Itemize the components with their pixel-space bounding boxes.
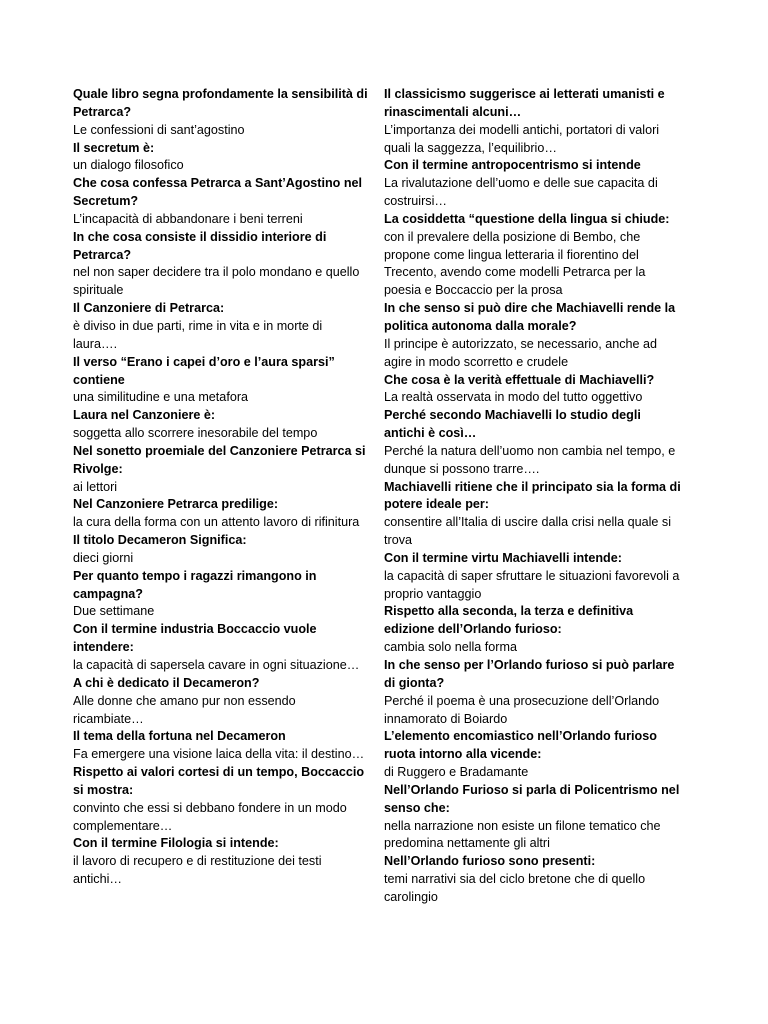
answer: nella narrazione non esiste un filone tematico che predomina nettamente gli altri (384, 818, 661, 851)
question: Perché secondo Machiavelli lo studio degli antichi è così… (384, 408, 641, 441)
question: In che senso per l’Orlando furioso si può parlare di gionta? (384, 658, 675, 690)
answer: consentire all’Italia di uscire dalla crisi nella quale si trova (384, 515, 671, 548)
question: In che senso si può dire che Machiavelli rende la politica autonoma dalla morale? (384, 301, 676, 333)
answer: Due settimane (73, 604, 155, 619)
question: Laura nel Canzoniere è: (73, 408, 216, 423)
answer: La rivalutazione dell’uomo e delle sue capacita di costruirsi… (384, 176, 658, 209)
answer: L’importanza dei modelli antichi, portatori di valori quali la saggezza, l’equilibrio… (384, 122, 660, 155)
qa-item (73, 443, 369, 497)
qa-item (73, 229, 369, 300)
qa-item (384, 479, 684, 550)
qa-item (384, 550, 684, 604)
qa-item (384, 211, 684, 300)
answer: un dialogo filosofico (73, 158, 184, 173)
answer: con il prevalere della posizione di Bembo, che propone come lingua letteraria il fiorentino del Trecento, avendo come modelli Petrarca per la poesia e Boccaccio per la prosa (384, 229, 646, 298)
question: Che cosa è la verità effettuale di Machiavelli? (384, 372, 655, 387)
qa-item (73, 354, 369, 408)
question: L’elemento encomiastico nell’Orlando furioso ruota intorno alla vicende: (384, 729, 657, 762)
left-column (73, 86, 369, 889)
qa-item (384, 853, 684, 907)
qa-item (73, 835, 369, 889)
question: Nell’Orlando Furioso si parla di Policentrismo nel senso che: (384, 782, 680, 815)
question: Il classicismo suggerisce ai letterati umanisti e rinascimentali alcuni… (384, 87, 665, 119)
answer: Perché la natura dell’uomo non cambia nel tempo, e dunque si possono trarre…. (384, 443, 676, 476)
question: Per quanto tempo i ragazzi rimangono in campagna? (73, 568, 317, 601)
question: Il verso “Erano i capei d’oro e l’aura sparsi” contiene (73, 354, 335, 387)
right-column (384, 86, 684, 907)
qa-item (384, 782, 684, 853)
answer: Perché il poema è una prosecuzione dell’Orlando innamorato di Boiardo (384, 693, 660, 726)
qa-item (73, 568, 369, 622)
answer: il lavoro di recupero e di restituzione dei testi antichi… (73, 854, 322, 887)
question: Machiavelli ritiene che il principato sia la forma di potere ideale per: (384, 479, 681, 512)
answer: nel non saper decidere tra il polo mondano e quello spirituale (73, 265, 360, 298)
answer: Il principe è autorizzato, se necessario, anche ad agire in modo scorretto e crudele (384, 336, 658, 369)
answer: convinto che essi si debbano fondere in un modo complementare… (73, 800, 347, 833)
answer: cambia solo nella forma (384, 640, 517, 655)
question: Nell’Orlando furioso sono presenti: (384, 854, 596, 869)
qa-item (73, 728, 369, 764)
answer: Fa emergere una visione laica della vita: il destino… (73, 747, 365, 762)
qa-item (384, 300, 684, 371)
answer: Le confessioni di sant’agostino (73, 122, 245, 137)
question: Nel Canzoniere Petrarca predilige: (73, 497, 279, 512)
answer: di Ruggero e Bradamante (384, 765, 529, 780)
question: Quale libro segna profondamente la sensibilità di Petrarca? (73, 87, 368, 119)
question: Il titolo Decameron Significa: (73, 533, 247, 548)
answer: La realtà osservata in modo del tutto oggettivo (384, 390, 643, 405)
question: Con il termine Filologia si intende: (73, 836, 279, 851)
qa-item (384, 407, 684, 478)
qa-item (73, 175, 369, 229)
question: Con il termine industria Boccaccio vuole intendere: (73, 622, 317, 655)
qa-item (73, 532, 369, 568)
question: A chi è dedicato il Decameron? (73, 675, 260, 690)
question: Che cosa confessa Petrarca a Sant’Agostino nel Secretum? (73, 176, 363, 209)
answer: la capacità di sapersela cavare in ogni situazione… (73, 658, 360, 672)
question: Il secretum è: (73, 140, 155, 155)
qa-item (73, 86, 369, 140)
answer: ai lettori (73, 479, 118, 494)
question: In che cosa consiste il dissidio interiore di Petrarca? (73, 229, 327, 262)
qa-item (73, 407, 369, 443)
answer: temi narrativi sia del ciclo bretone che di quello carolingio (384, 872, 646, 904)
answer: soggetta allo scorrere inesorabile del tempo (73, 426, 318, 441)
answer: Alle donne che amano pur non essendo ricambiate… (73, 693, 296, 726)
question: Con il termine virtu Machiavelli intende: (384, 550, 622, 565)
question: Con il termine antropocentrismo si intende (384, 158, 641, 173)
question: Il tema della fortuna nel Decameron (73, 729, 286, 744)
question: La cosiddetta “questione della lingua si chiude: (384, 211, 670, 226)
qa-item (73, 300, 369, 354)
answer: L’incapacità di abbandonare i beni terreni (73, 211, 303, 226)
question: Rispetto alla seconda, la terza e definitiva edizione dell’Orlando furioso: (384, 604, 634, 637)
answer: la cura della forma con un attento lavoro di rifinitura (73, 515, 360, 530)
answer: una similitudine e una metafora (73, 390, 249, 405)
qa-item (384, 603, 684, 657)
qa-item (73, 140, 369, 176)
answer: è diviso in due parti, rime in vita e in morte di laura…. (73, 318, 323, 351)
qa-item (73, 675, 369, 729)
qa-item (73, 621, 369, 675)
question: Rispetto ai valori cortesi di un tempo, Boccaccio si mostra: (73, 765, 365, 797)
qa-item (384, 86, 684, 157)
question: Il Canzoniere di Petrarca: (73, 301, 225, 316)
qa-item (384, 657, 684, 728)
qa-item (384, 157, 684, 211)
qa-item (73, 764, 369, 835)
answer: la capacità di saper sfruttare le situazioni favorevoli a proprio vantaggio (384, 568, 680, 601)
qa-item (384, 372, 684, 408)
qa-item (73, 496, 369, 532)
answer: dieci giorni (73, 550, 134, 565)
question: Nel sonetto proemiale del Canzoniere Petrarca si Rivolge: (73, 443, 366, 476)
qa-item (384, 728, 684, 782)
